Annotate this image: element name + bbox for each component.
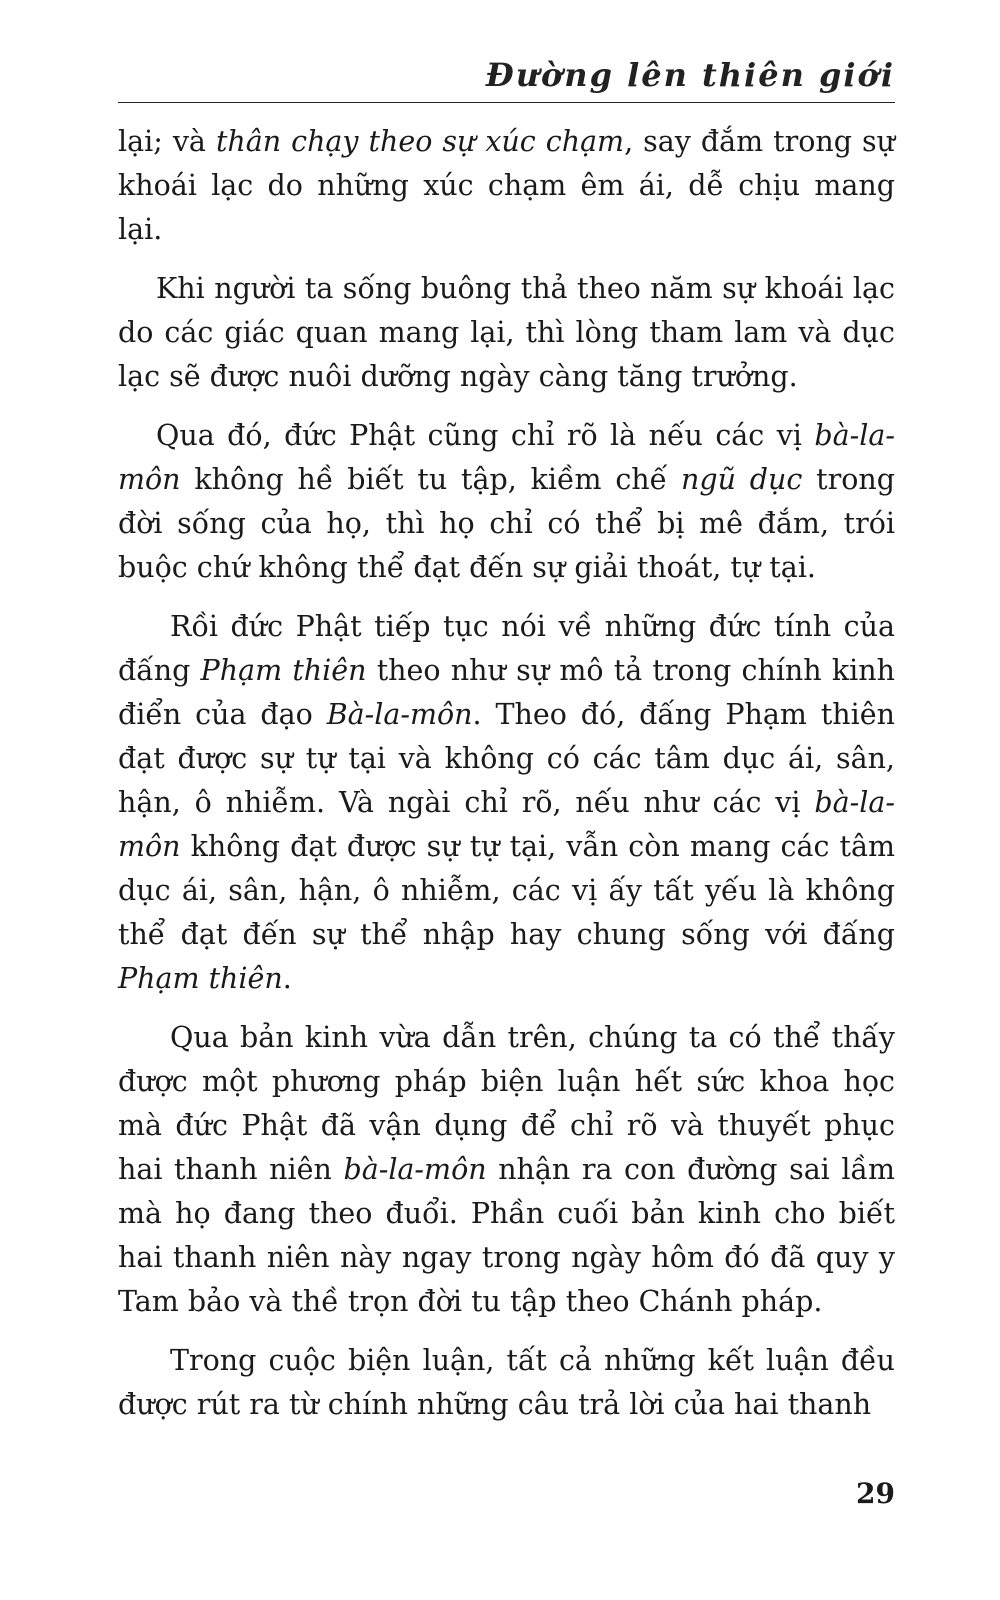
text-run: Qua đó, đức Phật cũng chỉ rõ là nếu các vị [156,419,815,452]
paragraph [118,605,895,1001]
text-run: nhận ra con đường sai lầm mà họ đang theo đuổi. Phần cuối bản kinh cho biết hai thanh niên này ngay trong ngày hôm đó đã quy y Tam bảo và thề trọn đời tu tập theo Chánh pháp. [118,1153,895,1318]
text-run: Khi người ta sống buông thả theo năm sự khoái lạc do các giác quan mang lại, thì lòng tham lam và dục lạc sẽ được nuôi dưỡng ngày càng tăng trưởng. [118,272,895,393]
text-run: lại; và [118,125,216,158]
italic-run: ngũ dục [681,463,803,496]
text-run: trong đời sống của họ, thì họ chỉ có thể bị mê đắm, trói buộc chứ không thể đạt đến sự giải thoát, tự tại. [118,463,895,584]
italic-run: Phạm thiên [200,654,367,687]
italic-run: bà-la-môn [118,786,895,863]
paragraph [118,267,895,399]
paragraph [118,1016,895,1324]
paragraph [118,1339,895,1427]
text-run: Qua bản kinh vừa dẫn trên, chúng ta có thể thấy được một phương pháp biện luận hết sức khoa học mà đức Phật đã vận dụng để chỉ rõ và thuyết phục hai thanh niên [118,1021,895,1186]
page-number: 29 [856,1477,895,1510]
text-run: không đạt được sự tự tại, vẫn còn mang các tâm dục ái, sân, hận, ô nhiễm, các vị ấy tất yếu là không thể đạt đến sự thể nhập hay chung sống với đấng [118,830,895,951]
italic-run: thân chạy theo sự xúc chạm [215,125,625,158]
text-run: theo như sự mô tả trong chính kinh điển của đạo [118,654,895,731]
italic-run: Bà-la-môn [326,698,473,731]
text-run: Rồi đức Phật tiếp tục nói về những đức tính của đấng [118,610,895,687]
italic-run: Phạm thiên [118,962,283,995]
running-header [118,48,895,103]
text-run: không hề biết tu tập, kiềm chế [180,463,682,496]
paragraph [118,414,895,590]
paragraph [118,120,895,252]
running-header-title: Đường lên thiên giới [485,56,895,94]
text-run: . [282,962,292,995]
text-run: . Theo đó, đấng Phạm thiên đạt được sự tự tại và không có các tâm dục ái, sân, hận, ô nhiễm. Và ngài chỉ rõ, nếu như các vị [118,698,895,819]
italic-run: bà-la-môn [118,419,895,496]
text-run: Trong cuộc biện luận, tất cả những kết luận đều được rút ra từ chính những câu trả lời của hai thanh [118,1344,895,1421]
text-run: , say đắm trong sự khoái lạc do những xúc chạm êm ái, dễ chịu mang lại. [118,125,895,246]
italic-run: bà-la-môn [343,1153,487,1186]
body-text [118,120,895,1442]
